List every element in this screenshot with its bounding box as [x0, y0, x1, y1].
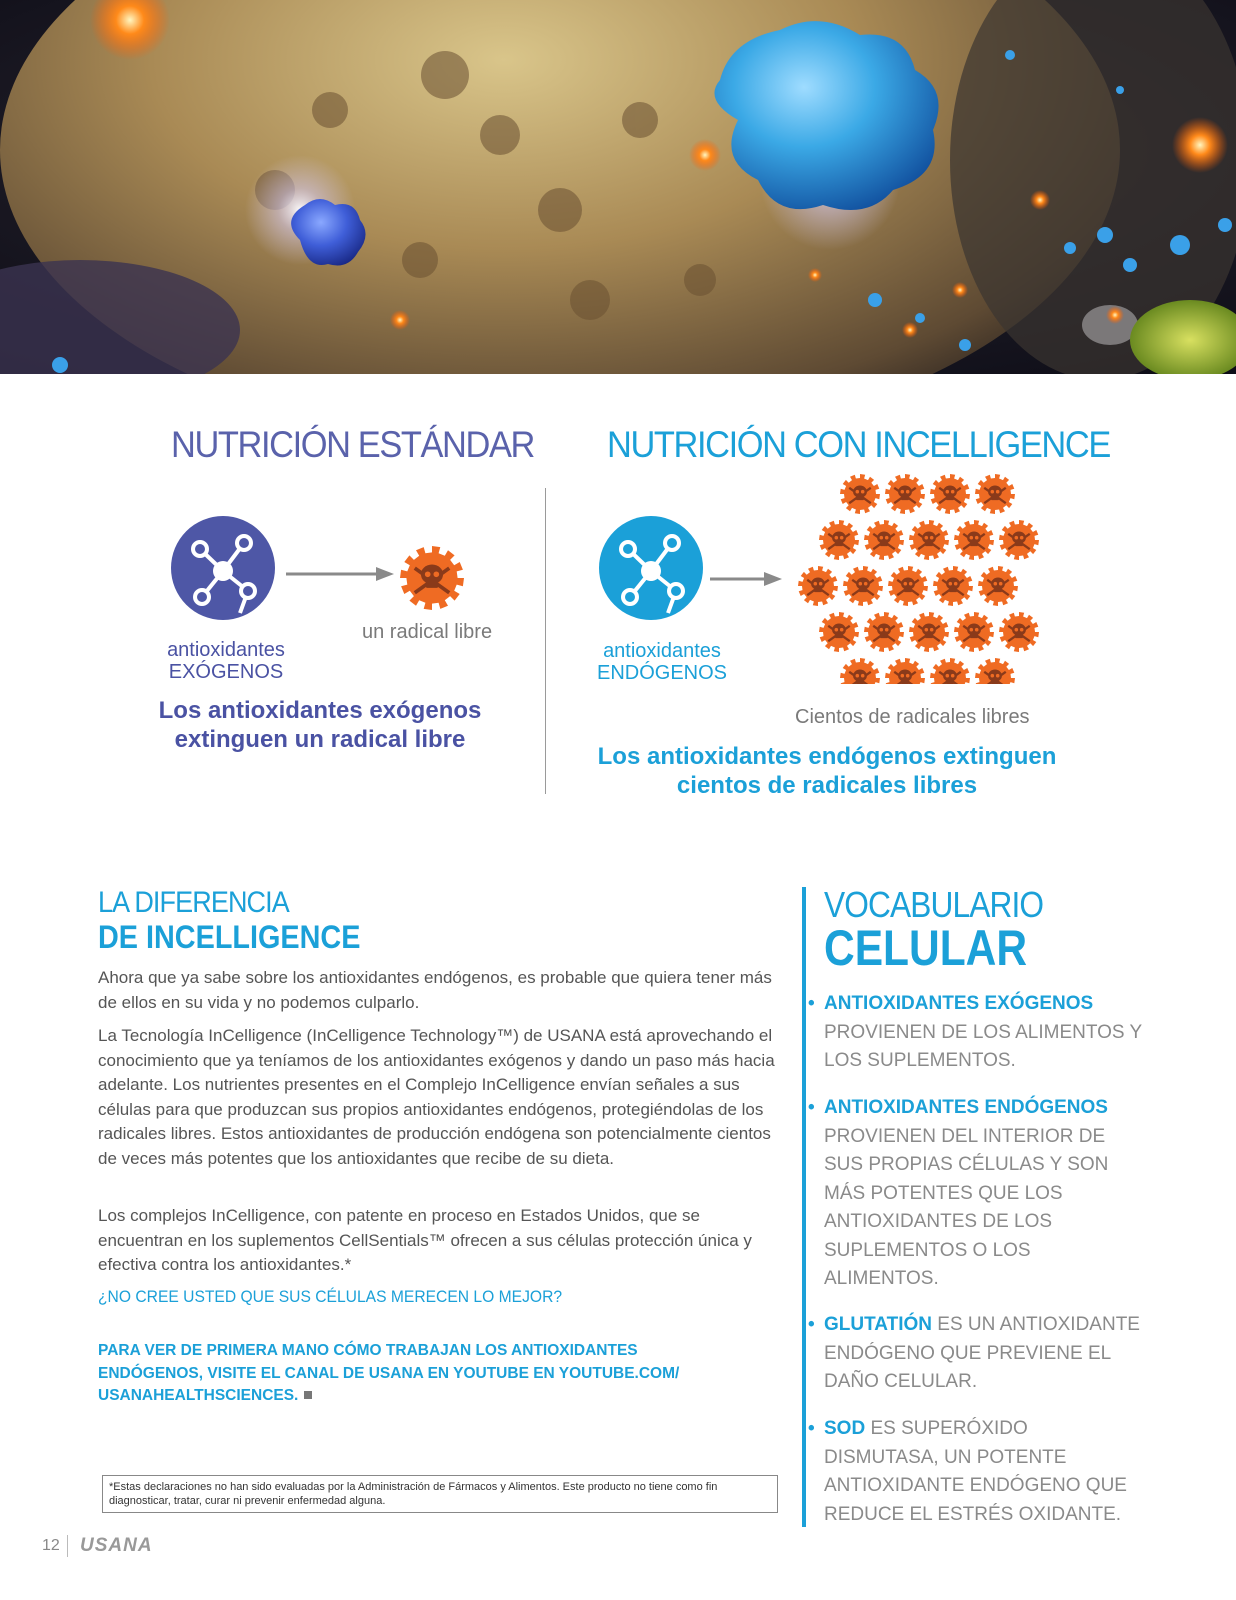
skull-gear-icon — [999, 520, 1039, 560]
vocab-item-glutathione — [808, 1311, 1144, 1397]
hundreds-radicals-label: Cientos de radicales libres — [795, 706, 1030, 728]
endogenous-label-line2: ENDÓGENOS — [596, 662, 728, 684]
radical-cluster — [792, 474, 1048, 684]
bullet-icon: • — [808, 1097, 815, 1118]
skull-gear-icon — [864, 520, 904, 560]
skull-gear-icon — [975, 474, 1015, 514]
vocab-term: ANTIOXIDANTES EXÓGENOS — [824, 993, 1094, 1014]
article-heading-line1: LA DIFERENCIA — [98, 886, 289, 919]
vocab-item-exogenous — [808, 990, 1164, 1076]
vocab-term: ANTIOXIDANTES ENDÓGENOS — [824, 1097, 1108, 1118]
skull-gear-icon — [819, 612, 859, 652]
vocab-item-endogenous — [808, 1094, 1124, 1294]
footer-divider — [67, 1535, 68, 1557]
skull-gear-icon — [888, 566, 928, 606]
exogenous-caption-line2: extinguen un radical libre — [174, 726, 466, 753]
article-paragraph-1: Ahora que ya sabe sobre los antioxidantes endógenos, es probable que quiera tener más de ellos en su vida y no podemos culparlo. — [98, 968, 772, 1012]
skull-gear-icon — [400, 546, 464, 610]
skull-gear-icon — [999, 612, 1039, 652]
vocab-definition: ES UN ANTIOXIDANTE ENDÓGENO QUE PREVIENE EL DAÑO CELULAR. — [824, 1314, 1140, 1392]
bullet-icon: • — [808, 1418, 815, 1439]
exogenous-caption — [140, 696, 500, 754]
skull-gear-icon — [975, 658, 1015, 684]
exogenous-label — [146, 639, 306, 683]
vocab-term: GLUTATIÓN — [824, 1314, 932, 1335]
youtube-cta-text: PARA VER DE PRIMERA MANO CÓMO TRABAJAN LOS ANTIOXIDANTES ENDÓGENOS, VISITE EL CANAL DE USANA EN YOUTUBE EN YOUTUBE.COM/ USANAHEALTHSCIENCES. — [98, 1342, 680, 1404]
hero-illustration — [0, 0, 1236, 374]
footnote: *Estas declaraciones no han sido evaluadas por la Administración de Fármacos y Alimentos. Este producto no tiene como fin diagnosticar, tratar, curar ni prevenir enfermedad alguna. — [102, 1475, 778, 1513]
skull-gear-icon — [840, 474, 880, 514]
molecule-icon — [598, 515, 704, 621]
skull-gear-icon — [930, 474, 970, 514]
skull-gear-icon — [930, 658, 970, 684]
article-question: ¿NO CREE USTED QUE SUS CÉLULAS MERECEN LO MEJOR? — [98, 1287, 563, 1306]
diagram-divider — [545, 488, 546, 794]
skull-gear-icon — [885, 658, 925, 684]
molecule-icon — [170, 515, 276, 621]
one-radical-label: un radical libre — [362, 621, 493, 643]
exogenous-label-line1: antioxidantes — [167, 639, 285, 661]
vocabulary-heading-line1: VOCABULARIO — [824, 884, 1044, 925]
bullet-icon: • — [808, 993, 815, 1014]
endogenous-label — [592, 640, 732, 684]
endogenous-caption-line1: Los antioxidantes endógenos extinguen — [597, 743, 1057, 770]
skull-gear-icon — [864, 612, 904, 652]
incelligence-nutrition-title: NUTRICIÓN CON INCELLIGENCE — [607, 424, 1110, 465]
vocab-item-sod — [808, 1415, 1144, 1529]
vocab-definition: ES SUPERÓXIDO DISMUTASA, UN POTENTE ANTIOXIDANTE ENDÓGENO QUE REDUCE EL ESTRÉS OXIDANTE. — [824, 1418, 1127, 1525]
vocab-definition: PROVIENEN DE LOS ALIMENTOS Y LOS SUPLEMENTOS. — [824, 1021, 1142, 1071]
article-paragraph-3: Los complejos InCelligence, con patente en proceso en Estados Unidos, que se encuentran en los suplementos CellSentials™ ofrecen a sus células protección única y efectiva contra los antioxidantes.* — [98, 1206, 752, 1274]
exogenous-caption-line1: Los antioxidantes exógenos — [158, 697, 482, 724]
end-mark-icon — [304, 1391, 312, 1399]
page-number: 12 — [42, 1537, 60, 1554]
skull-gear-icon — [819, 520, 859, 560]
bullet-icon: • — [808, 1314, 815, 1335]
vocabulary-bar — [802, 887, 806, 1527]
endogenous-caption-line2: cientos de radicales libres — [676, 772, 978, 799]
article-heading-line2: DE INCELLIGENCE — [98, 919, 361, 955]
arrow-icon — [710, 571, 782, 587]
usana-logo: USANA — [80, 1535, 153, 1556]
skull-gear-icon — [954, 520, 994, 560]
arrow-icon — [286, 566, 394, 582]
vocab-definition: PROVIENEN DEL INTERIOR DE SUS PROPIAS CÉLULAS Y SON MÁS POTENTES QUE LOS ANTIOXIDANTES DE LOS SUPLEMENTOS O LOS ALIMENTOS. — [824, 1125, 1109, 1289]
skull-gear-icon — [798, 566, 838, 606]
exogenous-label-line2: EXÓGENOS — [168, 661, 284, 683]
youtube-cta — [98, 1340, 738, 1408]
vocab-term: SOD — [824, 1418, 866, 1439]
skull-gear-icon — [933, 566, 973, 606]
skull-gear-icon — [885, 474, 925, 514]
skull-gear-icon — [397, 543, 467, 613]
vocabulary-heading-line2: CELULAR — [824, 920, 1028, 976]
article-paragraph-2: La Tecnología InCelligence (InCelligence Technology™) de USANA está aprovechando el conocimiento que ya teníamos de los antioxidantes exógenos y dando un paso más hacia adelante. Los nutrientes presentes en el Complejo InCelligence envían señales a sus células para que produzcan sus propios antioxidantes endógenos, protegiéndolas de los radicales libres. Estos antioxidantes de producción endógena son potencialmente cientos de veces más potentes que los antioxidantes que recibe de su dieta. — [98, 1026, 775, 1168]
skull-gear-icon — [840, 658, 880, 684]
skull-gear-icon — [954, 612, 994, 652]
skull-gear-icon — [909, 520, 949, 560]
endogenous-caption — [575, 742, 1079, 800]
skull-gear-icon — [909, 612, 949, 652]
endogenous-label-line1: antioxidantes — [603, 640, 721, 662]
skull-gear-icon — [978, 566, 1018, 606]
cell-illustration — [0, 0, 1236, 374]
standard-nutrition-title: NUTRICIÓN ESTÁNDAR — [171, 424, 534, 465]
skull-gear-icon — [843, 566, 883, 606]
